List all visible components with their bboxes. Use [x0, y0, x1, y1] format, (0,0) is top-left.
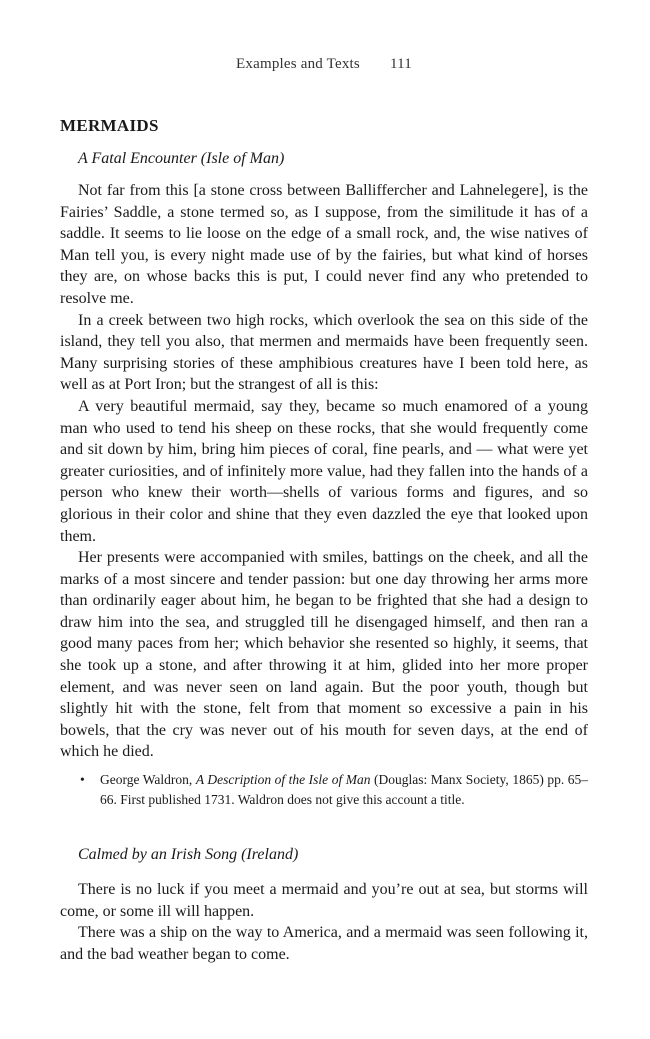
running-title: Examples and Texts	[236, 56, 360, 72]
paragraph: In a creek between two high rocks, which overlook the sea on this side of the island, they tell you also, that mermen and mermaids have been frequently seen. Many surprising stories of these amphibious creatures have I been told here, as well as at Port Iron; but the strangest of all is this:	[60, 311, 588, 394]
citation-details: (Douglas: Manx Society, 1865) pp. 65–66. First published 1731. Waldron does not give this account a title.	[100, 772, 589, 807]
page-number: 111	[389, 56, 412, 72]
citation-book-title: A Description of the Isle of Man	[195, 772, 371, 787]
bullet-icon: •	[80, 772, 85, 787]
story-body-fatal-encounter	[60, 180, 588, 763]
story-title-fatal-encounter: A Fatal Encounter (Isle of Man)	[78, 150, 285, 167]
paragraph: A very beautiful mermaid, say they, became so much enamored of a young man who used to tend his sheep on these rocks, that she would frequently come and sit down by him, bring him pieces of coral, fine pearls, and — what were yet greater curiosities, and of infinitely more value, had they fallen into the hands of a person who knew their worth—shells of various forms and figures, and so glorious in their color and shine that they even dazzled the eye that looked upon them.	[60, 397, 588, 545]
paragraph: There is no luck if you meet a mermaid and you’re out at sea, but storms will come, or some ill will happen.	[60, 881, 588, 920]
paragraph: Not far from this [a stone cross between Balliffercher and Lahnelegere], is the Fairies’ Saddle, a stone termed so, as I suppose, from the similitude it has of a saddle. It seems to lie loose on the edge of a small rock, and, the wise natives of Man tell you, is every night made use of by the fairies, but what kind of horses they are, on whose backs this is put, I could never find any who pretended to resolve me.	[60, 182, 588, 307]
section-title: MERMAIDS	[60, 116, 159, 135]
source-note	[80, 770, 588, 810]
story-title-irish-song: Calmed by an Irish Song (Ireland)	[78, 846, 299, 863]
book-page	[60, 0, 588, 1039]
citation	[100, 770, 588, 810]
citation-author: George Waldron,	[100, 772, 196, 787]
running-head	[60, 56, 588, 73]
paragraph: There was a ship on the way to America, and a mermaid was seen following it, and the bad weather began to come.	[60, 924, 588, 963]
story-body-irish-song	[60, 879, 588, 965]
paragraph: Her presents were accompanied with smiles, battings on the cheek, and all the marks of a most sincere and tender passion: but one day throwing her arms more than ordinarily eager about him, he began to be frighted that she had a design to draw him into the sea, and struggled till he disengaged himself, and then ran a good many paces from her; which behavior she resented so highly, it seems, that she took up a stone, and after throwing it at him, glided into her more proper element, and was never seen on land again. But the poor youth, though but slightly hit with the stone, felt from that moment so excessive a pain in his bowels, that the cry was never out of his mouth for seven days, at the end of which he died.	[60, 549, 588, 761]
